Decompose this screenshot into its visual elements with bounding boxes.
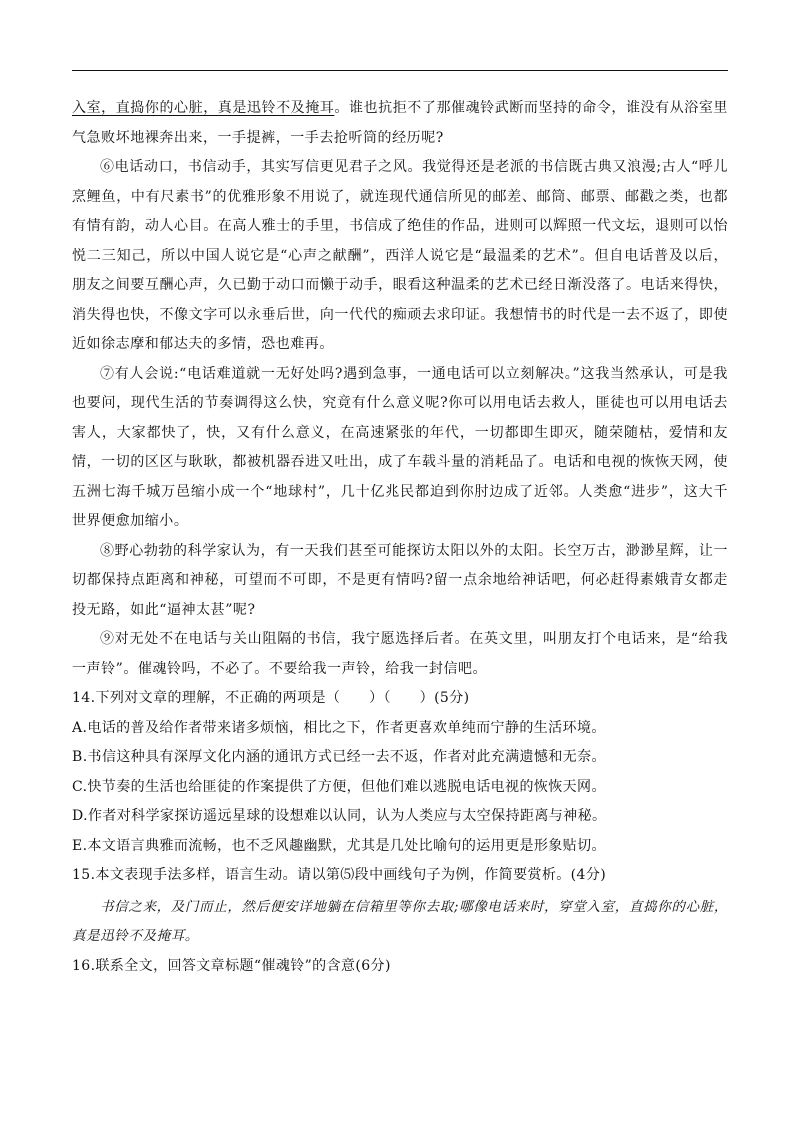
document-body bbox=[72, 94, 728, 981]
question-16-stem: 16.联系全文，回答文章标题“催魂铃”的含意(6分) bbox=[72, 957, 391, 974]
paragraph-5-continuation bbox=[72, 94, 728, 153]
paragraph-5-rest: 。谁也抗拒不了那催魂铃武断而坚持的命令，谁没有从浴室里气急败坏地裸奔出来，一手提裤，一手去抢听筒的经历呢? bbox=[72, 100, 728, 146]
question-14-option-c: C.快节奏的生活也给匪徒的作案提供了方便，但他们难以逃脱电话电视的恢恢天网。 bbox=[72, 778, 606, 795]
paragraph-9: ⑨对无处不在电话与关山阻隔的书信，我宁愿选择后者。在英文里，叫朋友打个电话来，是“给我一声铃”。催魂铃吗，不必了。不要给我一声铃，给我一封信吧。 bbox=[72, 631, 728, 677]
paragraph-7: ⑦有人会说:“电话难道就一无好处吗?遇到急事，一通电话可以立刻解决。”这我当然承认，可是我也要问，现代生活的节奏调得这么快，究竟有什么意义呢?你可以用电话去救人，匪徒也可以用电话去害人，大家都快了，快，又有什么意义，在高速紧张的年代，一切都即生即灭，随荣随枯，爱情和友情，一切的区区与耿耿，都被机器吞进又吐出，成了车载斗量的消耗品了。电话和电视的恢恢天网，使五洲七海千城万邑缩小成一个“地球村”，几十亿兆民都迫到你肘边成了近邻。人类愈“进步”，这大千世界便愈加缩小。 bbox=[72, 365, 728, 529]
question-14-option-b: B.书信这种具有深厚文化内涵的通讯方式已经一去不返，作者对此充满遗憾和无奈。 bbox=[72, 749, 606, 765]
question-14-option-e: E.本文语言典雅而流畅，也不乏风趣幽默，尤其是几处比喻句的运用更是形象贴切。 bbox=[72, 837, 606, 854]
question-14-stem: 14.下列对文章的理解，不正确的两项是（ ）（ ）(5分) bbox=[72, 690, 470, 706]
question-15-stem: 15.本文表现手法多样，语言生动。请以第⑸段中画线句子为例，作简要赏析。(4分) bbox=[72, 867, 607, 883]
paragraph-8: ⑧野心勃勃的科学家认为，有一天我们甚至可能探访太阳以外的太阳。长空万古，渺渺星辉，让一切都保持点距离和神秘，可望而不可即，不是更有情吗?留一点余地给神话吧，何必赶得素娥青女都走投无路，如此“逼神太甚”呢? bbox=[72, 542, 728, 618]
header-rule bbox=[72, 70, 728, 71]
question-14-option-d: D.作者对科学家探访遥远星球的设想难以认同，认为人类应与太空保持距离与神秘。 bbox=[72, 808, 607, 824]
question-14-option-a: A.电话的普及给作者带来诸多烦恼，相比之下，作者更喜欢单纯而宁静的生活环境。 bbox=[72, 719, 606, 736]
question-15-quote: 书信之来，及门而止，然后便安详地躺在信箱里等你去取;哪像电话来时，穿堂入室，直捣你的心脏，真是迅铃不及掩耳。 bbox=[72, 898, 728, 944]
underlined-sentence: 入室，直捣你的心脏，真是迅铃不及掩耳 bbox=[72, 100, 335, 116]
paragraph-6: ⑥电话动口，书信动手，其实写信更见君子之风。我觉得还是老派的书信既古典又浪漫;古人“呼儿烹鲤鱼，中有尺素书”的优雅形象不用说了，就连现代通信所见的邮差、邮筒、邮票、邮戳之类，也都有情有韵，动人心目。在高人雅士的手里，书信成了绝佳的作品，进则可以辉照一代文坛，退则可以怡悦二三知己，所以中国人说它是“心声之献酬”，西洋人说它是“最温柔的艺术”。但自电话普及以后，朋友之间要互酬心声，久已勤于动口而懒于动手，眼看这种温柔的艺术已经日渐没落了。电话来得快，消失得也快，不像文字可以永垂后世，向一代代的痴顽去求印证。我想情书的时代是一去不返了，即使近如徐志摩和郁达夫的多情，恐也难再。 bbox=[72, 159, 728, 352]
